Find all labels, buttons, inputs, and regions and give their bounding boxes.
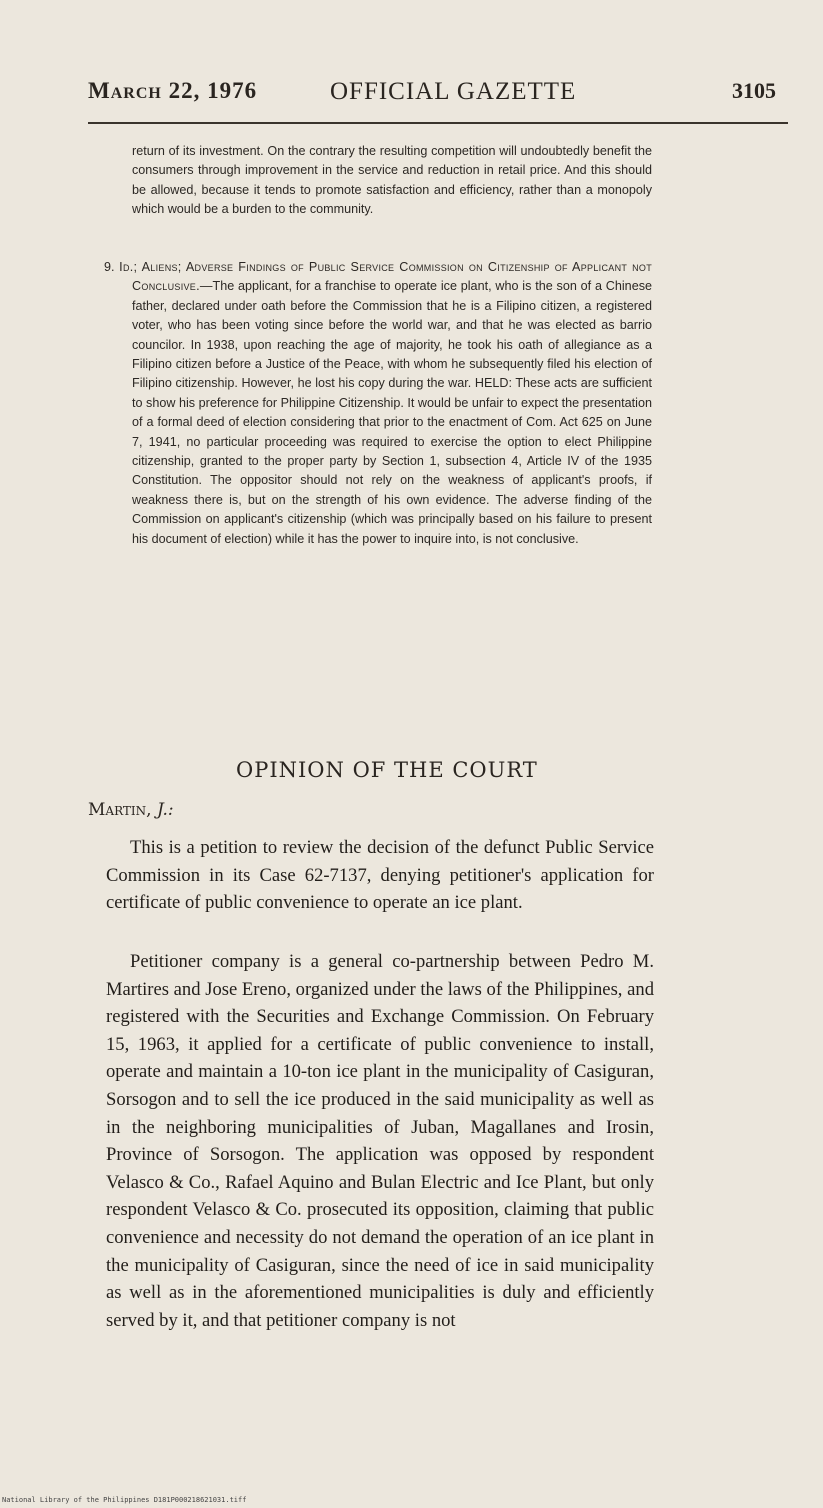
page-number: 3105	[732, 78, 776, 103]
scan-caption: National Library of the Philippines D181P000218621031.tiff	[2, 1496, 247, 1504]
paragraph-text: This is a petition to review the decision of the defunct Public Service Commission in its Case 62-7137, denying petitioner's application for certificate of public convenience to operate an ice plant.	[106, 837, 654, 914]
author-name: Martin,	[88, 800, 152, 820]
opinion-author	[88, 800, 174, 820]
syllabus-item-heading: Id.; Aliens; Adverse Findings of Public Service Commission on Citizenship of Applicant not Conclusive.	[119, 260, 652, 294]
header-date: March 22, 1976	[88, 78, 258, 103]
syllabus-continuation-text: return of its investment. On the contrary the resulting competition will undoubtedly benefit the consumers through improvement in the service and reduction in retail price. And this should be allowed, because it tends to promote satisfaction and efficiency, rather than a monopoly which would be a burden to the community.	[132, 144, 652, 217]
paragraph-text: Petitioner company is a general co-partnership between Pedro M. Martires and Jose Ereno, organized under the laws of the Philippines, and registered with the Securities and Exchange Commission. On February 15, 1963, it applied for a certificate of public convenience to install, operate and maintain a 10-ton ice plant in the municipality of Casiguran, Sorsogon and to sell the ice produced in the said municipality as well as in the neighboring municipalities of Juban, Magallanes and Irosin, Province of Sorsogon. The application was opposed by respondent Velasco & Co., Rafael Aquino and Bulan Electric and Ice Plant, but only respondent Velasco & Co. prosecuted its opposition, claiming that public convenience and necessity do not demand the operation of an ice plant in the municipality of Casiguran, since the need of ice in said municipality as well as in the aforementioned municipalities is duly and efficiently served by it, and that petitioner company is not	[106, 951, 654, 1331]
opinion-paragraph-2	[106, 948, 654, 1334]
author-suffix: J.:	[156, 800, 174, 820]
opinion-paragraph-1	[106, 834, 654, 917]
syllabus-item-9	[104, 258, 652, 549]
header-divider	[88, 122, 788, 124]
syllabus-continuation	[132, 142, 652, 220]
syllabus-item-number: 9.	[104, 260, 115, 274]
opinion-title: OPINION OF THE COURT	[236, 758, 538, 782]
syllabus-item-text: —The applicant, for a franchise to operate ice plant, who is the son of a Chinese father, declared under oath before the Commission that he is a Filipino citizen, a registered voter, who has been voting since before the world war, and that he was elected as barrio councilor. In 1938, upon reaching the age of majority, he took his oath of allegiance as a Filipino citizen before a Justice of the Peace, with whom he subsequently filed his election of Filipino citizenship. However, he lost his copy during the war. HELD: These acts are sufficient to show his preference for Philippine Citizenship. It would be unfair to expect the presentation of a formal deed of election considering that prior to the enactment of Com. Act 625 on June 7, 1941, no particular proceeding was required to exercise the option to elect Philippine citizenship, granted to the proper party by Section 1, subsection 4, Article IV of the 1935 Constitution. The oppositor should not rely on the weakness of applicant's proofs, if weakness there is, but on the strength of his own evidence. The adverse finding of the Commission on applicant's citizenship (which was principally based on his failure to present his document of election) while it has the power to inquire into, is not conclusive.	[132, 279, 652, 546]
header-title: OFFICIAL GAZETTE	[330, 78, 577, 105]
